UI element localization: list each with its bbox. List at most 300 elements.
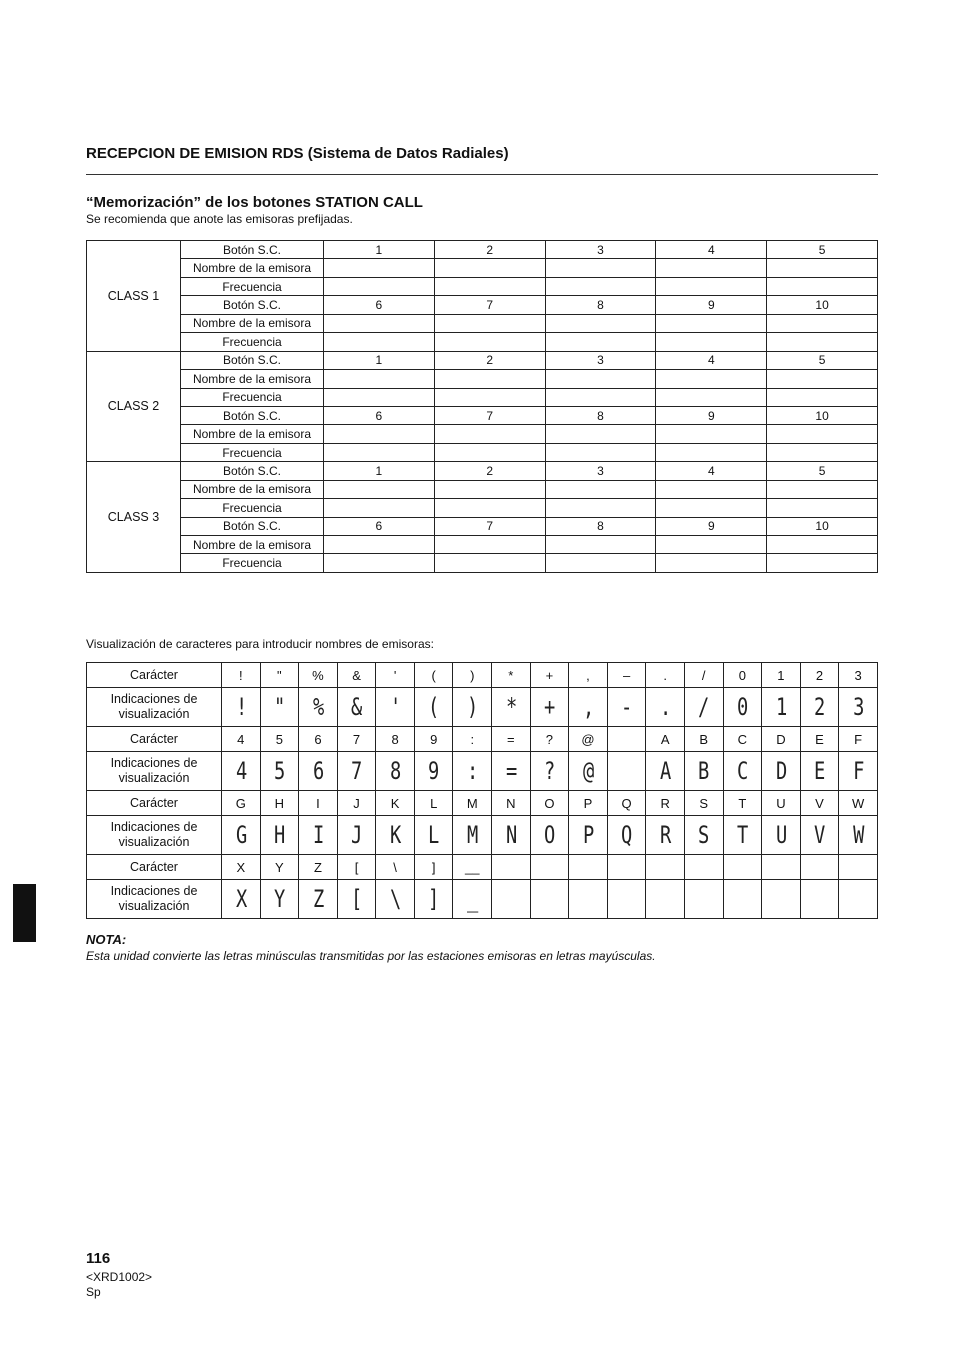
- row-label: Nombre de la emisora: [181, 480, 324, 498]
- char-cell: T: [723, 791, 762, 816]
- segment-display-glyph: ?: [534, 752, 564, 791]
- char-cell: W: [839, 791, 878, 816]
- sc-button-number: 7: [434, 517, 545, 535]
- segment-display-glyph: *: [496, 688, 526, 727]
- segment-display-glyph: %: [303, 688, 333, 727]
- display-row: [87, 752, 878, 791]
- memo-cell: [545, 277, 656, 295]
- row-label: Botón S.C.: [181, 462, 324, 480]
- memo-cell: [545, 499, 656, 517]
- memo-cell: [656, 499, 767, 517]
- row-label: Botón S.C.: [181, 351, 324, 369]
- char-cell: ]: [414, 855, 453, 880]
- segment-display-glyph: 0: [727, 688, 757, 727]
- sc-button-number: 9: [656, 517, 767, 535]
- subsection-description: Se recomienda que anote las emisoras prefijadas.: [86, 212, 353, 226]
- memo-cell: [434, 499, 545, 517]
- row-label: Frecuencia: [181, 333, 324, 351]
- memo-row: [87, 536, 878, 554]
- row-label: Frecuencia: [181, 554, 324, 573]
- display-label-line-2: visualización: [118, 707, 190, 721]
- segment-display-glyph: M: [457, 816, 487, 855]
- display-label-line-1: Indicaciones de: [110, 884, 198, 898]
- segment-display-glyph: D: [766, 752, 796, 791]
- char-row: [87, 663, 878, 688]
- segment-display-glyph: H: [264, 816, 294, 855]
- segment-display-glyph: [612, 880, 642, 919]
- segment-display-glyph: ,: [573, 688, 603, 727]
- section-title: RECEPCION DE EMISION RDS (Sistema de Datos Radiales): [86, 145, 509, 162]
- sc-button-number: 5: [767, 462, 878, 480]
- memo-cell: [767, 536, 878, 554]
- segment-display-glyph: 4: [226, 752, 256, 791]
- memo-cell: [767, 277, 878, 295]
- char-cell: H: [260, 791, 299, 816]
- memo-cell: [545, 388, 656, 406]
- segment-display-glyph: W: [843, 816, 873, 855]
- display-label-line-1: Indicaciones de: [110, 692, 198, 706]
- segment-display-glyph: 7: [341, 752, 371, 791]
- char-cell: Z: [299, 855, 338, 880]
- sc-button-number: 2: [434, 241, 545, 259]
- class-label: CLASS 2: [87, 351, 181, 462]
- memo-cell: [545, 333, 656, 351]
- memo-row: [87, 314, 878, 332]
- segment-display-glyph: ]: [419, 880, 449, 919]
- char-cell: E: [800, 727, 839, 752]
- char-cell: :: [453, 727, 492, 752]
- char-cell: A: [646, 727, 685, 752]
- segment-display-glyph: [689, 880, 719, 919]
- segment-display-glyph: 2: [804, 688, 834, 727]
- memo-row: [87, 277, 878, 295]
- memo-cell: [324, 554, 435, 573]
- char-cell: [684, 855, 723, 880]
- char-cell: .: [646, 663, 685, 688]
- memo-cell: [545, 370, 656, 388]
- memo-cell: [324, 259, 435, 277]
- memo-row: [87, 480, 878, 498]
- memo-cell: [434, 333, 545, 351]
- char-cell: [723, 855, 762, 880]
- char-cell: I: [299, 791, 338, 816]
- memo-cell: [656, 443, 767, 461]
- class-label: CLASS 1: [87, 241, 181, 352]
- segment-display-glyph: /: [689, 688, 719, 727]
- sc-button-number: 7: [434, 406, 545, 424]
- segment-display-glyph: 3: [843, 688, 873, 727]
- segment-display-glyph: +: [534, 688, 564, 727]
- segment-display-glyph: P: [573, 816, 603, 855]
- sc-button-number: 6: [324, 517, 435, 535]
- char-cell: J: [337, 791, 376, 816]
- sc-button-number: 5: [767, 241, 878, 259]
- memo-cell: [656, 277, 767, 295]
- document-code: <XRD1002>: [86, 1270, 153, 1284]
- row-label: Frecuencia: [181, 277, 324, 295]
- segment-display-glyph: !: [226, 688, 256, 727]
- display-row-label: [87, 816, 222, 855]
- sc-button-number: 4: [656, 462, 767, 480]
- segment-display-glyph: [650, 880, 680, 919]
- memo-row: [87, 241, 878, 259]
- segment-display-glyph: [727, 880, 757, 919]
- segment-display-glyph: L: [419, 816, 449, 855]
- segment-display-glyph: [804, 880, 834, 919]
- char-cell: 9: [414, 727, 453, 752]
- display-label-line-2: visualización: [118, 835, 190, 849]
- segment-display-glyph: [573, 880, 603, 919]
- sc-button-number: 10: [767, 406, 878, 424]
- memo-row: [87, 351, 878, 369]
- char-cell: !: [222, 663, 261, 688]
- memo-cell: [545, 314, 656, 332]
- segment-display-glyph: G: [226, 816, 256, 855]
- segment-display-glyph: 6: [303, 752, 333, 791]
- memo-row: [87, 517, 878, 535]
- segment-display-glyph: K: [380, 816, 410, 855]
- char-cell: 8: [376, 727, 415, 752]
- memo-cell: [434, 554, 545, 573]
- display-label-line-1: Indicaciones de: [110, 820, 198, 834]
- language-code: Sp: [86, 1285, 101, 1299]
- segment-display-glyph: Z: [303, 880, 333, 919]
- char-cell: [762, 855, 801, 880]
- sc-button-number: 8: [545, 517, 656, 535]
- char-cell: %: [299, 663, 338, 688]
- memo-cell: [656, 314, 767, 332]
- char-row: [87, 791, 878, 816]
- segment-display-glyph: 9: [419, 752, 449, 791]
- char-table-caption: Visualización de caracteres para introducir nombres de emisoras:: [86, 637, 434, 651]
- segment-display-glyph: N: [496, 816, 526, 855]
- sc-button-number: 1: [324, 462, 435, 480]
- char-row: [87, 855, 878, 880]
- char-cell: (: [414, 663, 453, 688]
- memo-cell: [434, 314, 545, 332]
- char-cell: R: [646, 791, 685, 816]
- sc-button-number: 1: [324, 241, 435, 259]
- char-cell: \: [376, 855, 415, 880]
- char-cell: –: [607, 663, 646, 688]
- char-cell: L: [414, 791, 453, 816]
- sc-button-number: 6: [324, 296, 435, 314]
- char-cell: M: [453, 791, 492, 816]
- memo-cell: [434, 443, 545, 461]
- char-cell: N: [492, 791, 531, 816]
- sc-button-number: 4: [656, 351, 767, 369]
- segment-display-glyph: X: [226, 880, 256, 919]
- memo-cell: [324, 536, 435, 554]
- char-cell: [839, 855, 878, 880]
- memo-cell: [434, 370, 545, 388]
- segment-display-glyph: (: [419, 688, 449, 727]
- row-label: Nombre de la emisora: [181, 314, 324, 332]
- row-label: Botón S.C.: [181, 406, 324, 424]
- memo-cell: [656, 536, 767, 554]
- char-cell: [569, 855, 608, 880]
- segment-display-glyph: E: [804, 752, 834, 791]
- memo-row: [87, 499, 878, 517]
- segment-display-glyph: \: [380, 880, 410, 919]
- segment-display-glyph: @: [573, 752, 603, 791]
- segment-display-glyph: ": [264, 688, 294, 727]
- display-row-label: [87, 880, 222, 919]
- row-label: Botón S.C.: [181, 296, 324, 314]
- display-row: [87, 816, 878, 855]
- char-cell: D: [762, 727, 801, 752]
- segment-display-glyph: [766, 880, 796, 919]
- memo-cell: [324, 425, 435, 443]
- memo-cell: [656, 333, 767, 351]
- sc-button-number: 10: [767, 517, 878, 535]
- char-cell: 0: [723, 663, 762, 688]
- char-cell: Y: [260, 855, 299, 880]
- display-label-line-2: visualización: [118, 899, 190, 913]
- memo-cell: [545, 425, 656, 443]
- sc-button-number: 2: [434, 462, 545, 480]
- segment-display-glyph: R: [650, 816, 680, 855]
- char-cell: C: [723, 727, 762, 752]
- sc-button-number: 1: [324, 351, 435, 369]
- char-cell: P: [569, 791, 608, 816]
- sc-button-number: 2: [434, 351, 545, 369]
- memo-cell: [324, 499, 435, 517]
- display-row: [87, 880, 878, 919]
- char-cell: [800, 855, 839, 880]
- char-cell: 3: [839, 663, 878, 688]
- segment-display-glyph: Y: [264, 880, 294, 919]
- memo-cell: [434, 259, 545, 277]
- segment-display-glyph: :: [457, 752, 487, 791]
- row-label: Nombre de la emisora: [181, 370, 324, 388]
- row-label: Nombre de la emisora: [181, 425, 324, 443]
- sc-button-number: 10: [767, 296, 878, 314]
- char-row-label: Carácter: [87, 791, 222, 816]
- char-cell: B: [684, 727, 723, 752]
- sc-button-number: 4: [656, 241, 767, 259]
- memo-cell: [656, 554, 767, 573]
- char-cell: ': [376, 663, 415, 688]
- row-label: Frecuencia: [181, 443, 324, 461]
- display-row-label: [87, 752, 222, 791]
- sc-button-number: 3: [545, 462, 656, 480]
- memo-cell: [767, 425, 878, 443]
- memo-cell: [434, 277, 545, 295]
- memo-cell: [324, 277, 435, 295]
- memo-cell: [767, 443, 878, 461]
- char-cell: /: [684, 663, 723, 688]
- memo-row: [87, 425, 878, 443]
- memo-row: [87, 370, 878, 388]
- page-tab-marker: [13, 884, 36, 942]
- segment-display-glyph: [843, 880, 873, 919]
- display-label-line-1: Indicaciones de: [110, 756, 198, 770]
- char-cell: ?: [530, 727, 569, 752]
- memo-cell: [767, 554, 878, 573]
- char-cell: ": [260, 663, 299, 688]
- char-cell: ): [453, 663, 492, 688]
- char-cell: 6: [299, 727, 338, 752]
- memo-cell: [434, 388, 545, 406]
- sc-button-number: 3: [545, 241, 656, 259]
- subsection-title: “Memorización” de los botones STATION CALL: [86, 194, 423, 211]
- char-row: [87, 727, 878, 752]
- memo-cell: [324, 333, 435, 351]
- memo-row: [87, 388, 878, 406]
- memo-cell: [545, 443, 656, 461]
- memo-cell: [656, 259, 767, 277]
- char-cell: *: [492, 663, 531, 688]
- segment-display-glyph: O: [534, 816, 564, 855]
- memo-cell: [545, 480, 656, 498]
- memo-cell: [767, 480, 878, 498]
- char-cell: G: [222, 791, 261, 816]
- segment-display-glyph: S: [689, 816, 719, 855]
- char-cell: U: [762, 791, 801, 816]
- char-cell: [530, 855, 569, 880]
- display-row-label: [87, 688, 222, 727]
- row-label: Botón S.C.: [181, 517, 324, 535]
- memo-cell: [324, 480, 435, 498]
- segment-display-glyph: &: [341, 688, 371, 727]
- sc-button-number: 5: [767, 351, 878, 369]
- note-text: Esta unidad convierte las letras minúsculas transmitidas por las estaciones emisoras en letras mayúsculas.: [86, 949, 656, 963]
- segment-display-glyph: 5: [264, 752, 294, 791]
- segment-display-glyph: 8: [380, 752, 410, 791]
- memo-row: [87, 333, 878, 351]
- class-label: CLASS 3: [87, 462, 181, 573]
- char-cell: F: [839, 727, 878, 752]
- memo-row: [87, 554, 878, 573]
- memo-cell: [324, 370, 435, 388]
- memo-cell: [767, 499, 878, 517]
- segment-display-glyph: =: [496, 752, 526, 791]
- memo-cell: [434, 536, 545, 554]
- character-display-table: [86, 662, 878, 919]
- segment-display-glyph: -: [612, 688, 642, 727]
- memo-cell: [324, 443, 435, 461]
- char-cell: [492, 855, 531, 880]
- memo-cell: [767, 370, 878, 388]
- memo-cell: [545, 554, 656, 573]
- segment-display-glyph: ): [457, 688, 487, 727]
- memo-cell: [656, 480, 767, 498]
- memo-cell: [434, 480, 545, 498]
- row-label: Botón S.C.: [181, 241, 324, 259]
- row-label: Nombre de la emisora: [181, 259, 324, 277]
- segment-display-glyph: .: [650, 688, 680, 727]
- segment-display-glyph: Q: [612, 816, 642, 855]
- segment-display-glyph: [534, 880, 564, 919]
- row-label: Frecuencia: [181, 499, 324, 517]
- note-title: NOTA:: [86, 932, 127, 947]
- memo-row: [87, 259, 878, 277]
- memo-cell: [767, 259, 878, 277]
- segment-display-glyph: 1: [766, 688, 796, 727]
- sc-button-number: 9: [656, 406, 767, 424]
- sc-button-number: 7: [434, 296, 545, 314]
- page-number: 116: [86, 1250, 111, 1267]
- memo-cell: [434, 425, 545, 443]
- char-cell: X: [222, 855, 261, 880]
- sc-button-number: 9: [656, 296, 767, 314]
- segment-display-glyph: B: [689, 752, 719, 791]
- memo-cell: [656, 425, 767, 443]
- section-divider: [86, 174, 878, 175]
- char-row-label: Carácter: [87, 855, 222, 880]
- segment-display-glyph: F: [843, 752, 873, 791]
- char-cell: 1: [762, 663, 801, 688]
- memo-row: [87, 406, 878, 424]
- segment-display-glyph: A: [650, 752, 680, 791]
- segment-display-glyph: I: [303, 816, 333, 855]
- display-label-line-2: visualización: [118, 771, 190, 785]
- memo-cell: [324, 314, 435, 332]
- char-cell: [: [337, 855, 376, 880]
- char-cell: ,: [569, 663, 608, 688]
- char-cell: V: [800, 791, 839, 816]
- char-cell: =: [492, 727, 531, 752]
- char-cell: [607, 855, 646, 880]
- segment-display-glyph: ': [380, 688, 410, 727]
- display-row: [87, 688, 878, 727]
- char-row-label: Carácter: [87, 727, 222, 752]
- char-cell: O: [530, 791, 569, 816]
- segment-display-glyph: C: [727, 752, 757, 791]
- memo-cell: [545, 259, 656, 277]
- memo-row: [87, 462, 878, 480]
- segment-display-glyph: V: [804, 816, 834, 855]
- segment-display-glyph: U: [766, 816, 796, 855]
- row-label: Frecuencia: [181, 388, 324, 406]
- sc-button-number: 8: [545, 406, 656, 424]
- segment-display-glyph: [: [341, 880, 371, 919]
- char-cell: 4: [222, 727, 261, 752]
- segment-display-glyph: _: [457, 880, 487, 919]
- char-cell: +: [530, 663, 569, 688]
- sc-button-number: 6: [324, 406, 435, 424]
- char-cell: @: [569, 727, 608, 752]
- char-cell: __: [453, 855, 492, 880]
- memo-cell: [656, 388, 767, 406]
- memo-cell: [656, 370, 767, 388]
- char-cell: Q: [607, 791, 646, 816]
- segment-display-glyph: J: [341, 816, 371, 855]
- memo-row: [87, 296, 878, 314]
- sc-button-number: 8: [545, 296, 656, 314]
- char-cell: &: [337, 663, 376, 688]
- char-cell: S: [684, 791, 723, 816]
- memo-cell: [767, 314, 878, 332]
- char-cell: [646, 855, 685, 880]
- segment-display-glyph: [496, 880, 526, 919]
- char-cell: 2: [800, 663, 839, 688]
- memo-row: [87, 443, 878, 461]
- char-cell: 5: [260, 727, 299, 752]
- char-cell: K: [376, 791, 415, 816]
- row-label: Nombre de la emisora: [181, 536, 324, 554]
- station-memo-table: [86, 240, 878, 573]
- memo-cell: [545, 536, 656, 554]
- char-cell: 7: [337, 727, 376, 752]
- segment-display-glyph: T: [727, 816, 757, 855]
- char-row-label: Carácter: [87, 663, 222, 688]
- segment-display-glyph: [612, 752, 642, 791]
- memo-cell: [767, 388, 878, 406]
- memo-cell: [324, 388, 435, 406]
- sc-button-number: 3: [545, 351, 656, 369]
